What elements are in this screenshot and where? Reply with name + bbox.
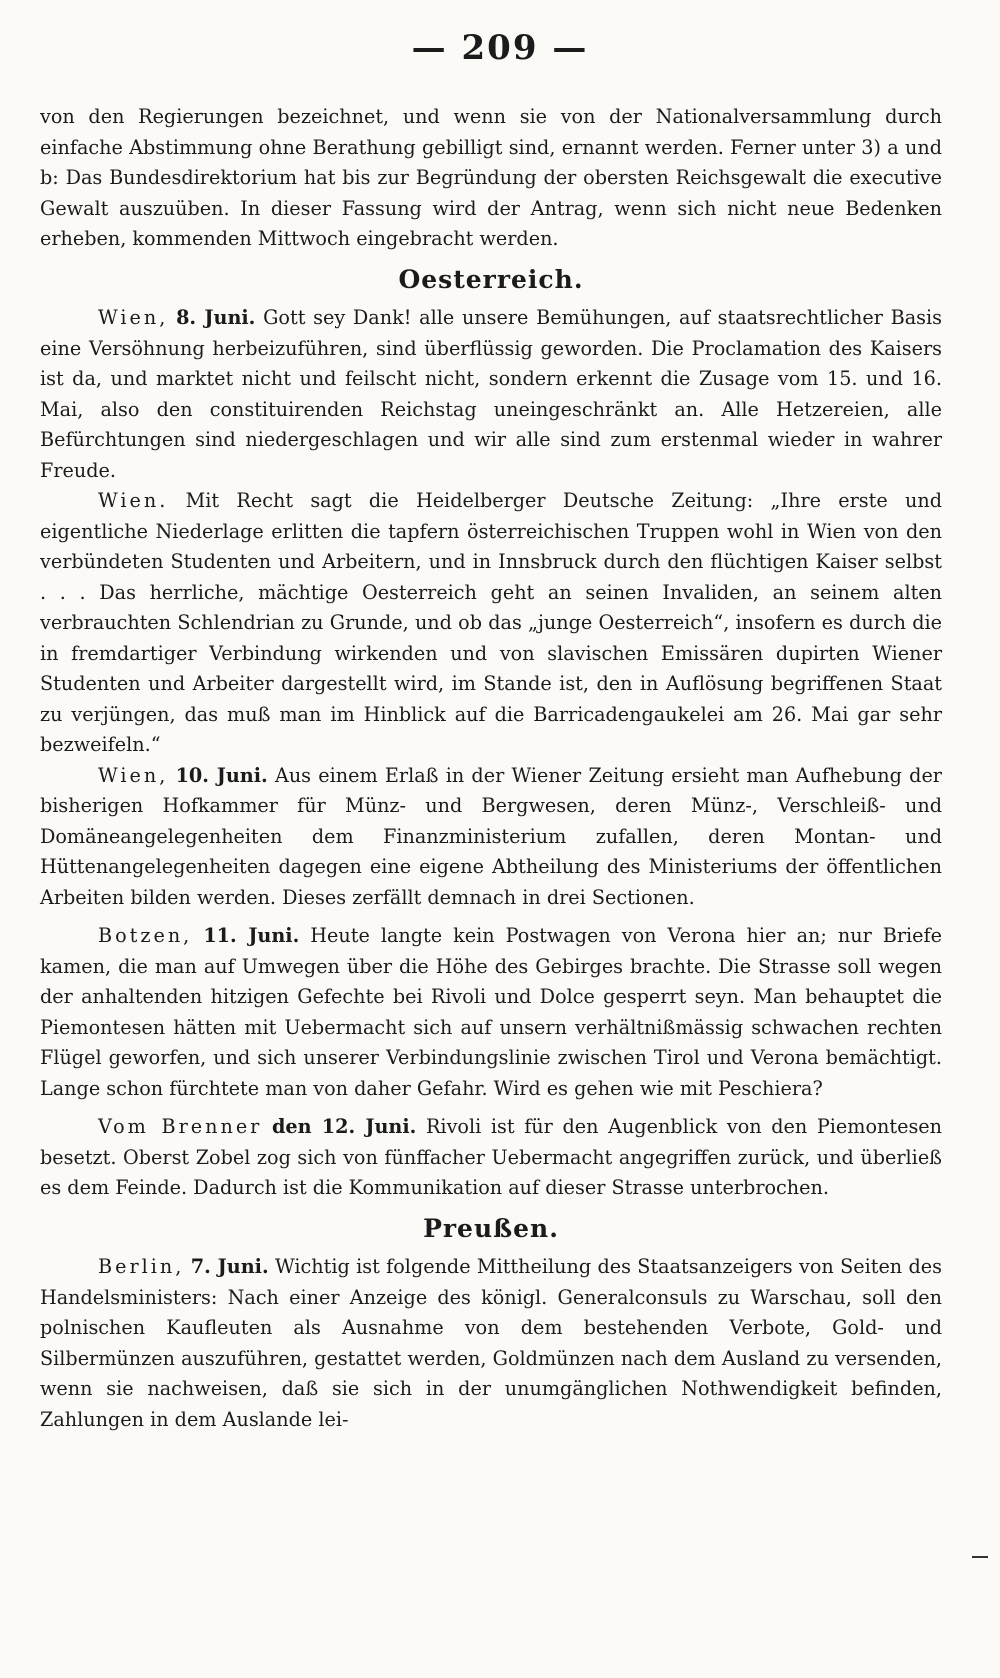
news-entry xyxy=(40,761,942,914)
dateline: Vom Brenner xyxy=(98,1115,263,1138)
entry-text: Wichtig ist folgende Mittheilung des Staatsanzeigers von Seiten des Handelsministers: Nach einer Anzeige des königl. Generalconsuls zu Warschau, soll den polnischen Kaufleuten als Ausnahme von dem bestehenden Verbote, Gold- und Silbermünzen auszuführen, gestattet werden, Goldmünzen nach dem Ausland zu versenden, wenn sie nachweisen, daß sie sich in der unumgänglichen Nothwendigkeit befinden, Zahlungen in dem Auslande lei- xyxy=(40,1255,942,1431)
entry-text: Aus einem Erlaß in der Wiener Zeitung ersieht man Aufhebung der bisherigen Hofkammer für Münz- und Bergwesen, deren Münz-, Verschleiß- und Domäneangelegenheiten dem Finanzministerium zufallen, deren Montan- und Hüttenangelegenheiten dagegen eine eigene Abtheilung des Ministeriums der öffentlichen Arbeiten bilden werden. Dieses zerfällt demnach in drei Sectionen. xyxy=(40,763,942,909)
entry-date: 10. Juni. xyxy=(175,763,268,787)
news-entry xyxy=(40,303,942,486)
dateline: Wien, xyxy=(98,763,169,787)
dateline: Wien. xyxy=(98,489,169,512)
entry-text: Gott sey Dank! alle unsere Bemühungen, auf staatsrechtlicher Basis eine Versöhnung herbeizuführen, sind überflüssig geworden. Die Proclamation des Kaisers ist da, und marktet nicht und feilscht nicht, sondern erkennt die Zusage vom 15. und 16. Mai, also den constituirenden Reichstag uneingeschränkt an. Alle Hetzereien, alle Befürchtungen sind niedergeschlagen und wir alle sind zum erstenmal wieder in wahrer Freude. xyxy=(40,306,942,482)
dateline: Berlin, xyxy=(98,1255,185,1278)
section-heading-oesterreich: Oesterreich. xyxy=(398,264,584,294)
margin-dash xyxy=(972,1556,988,1558)
entry-date: 8. Juni. xyxy=(176,306,256,329)
news-entry xyxy=(40,1112,942,1204)
news-entry xyxy=(40,921,942,1104)
news-entry xyxy=(40,1252,942,1435)
entry-text: Mit Recht sagt die Heidelberger Deutsche Zeitung: „Ihre erste und eigentliche Niederlage erlitten die tapfern österreichischen Truppen wohl in Wien von den verbündeten Studenten und Arbeitern, und in Innsbruck durch den flüchtigen Kaiser selbst . . . Das herrliche, mächtige Oesterreich geht an seinen Invaliden, an seinem alten verbrauchten Schlendrian zu Grunde, und ob das „junge Oesterreich“, insofern es durch die in fremdartiger Verbindung wirkenden und von slavischen Emissären dupirten Wiener Studenten und Arbeiter dargestellt wird, im Stande ist, den in Auflösung begriffenen Staat zu verjüngen, das muß man im Hinblick auf die Barricadengaukelei am 26. Mai gar sehr bezweifeln.“ xyxy=(40,489,942,756)
dateline: Botzen, xyxy=(98,924,193,947)
entry-date: 11. Juni. xyxy=(203,924,300,947)
article-body xyxy=(40,102,942,1435)
dateline: Wien, xyxy=(98,306,169,329)
entry-date: 7. Juni. xyxy=(190,1255,269,1278)
news-entry xyxy=(40,486,942,761)
entry-date: den 12. Juni. xyxy=(272,1115,417,1138)
opening-paragraph: von den Regierungen bezeichnet, und wenn sie von der Nationalversammlung durch einfache Abstimmung ohne Berathung gebilligt sind, ernannt werden. Ferner unter 3) a und b: Das Bundesdirektorium hat bis zur Begründung der obersten Reichsgewalt die executive Gewalt auszuüben. In dieser Fassung wird der Antrag, wenn sich nicht neue Bedenken erheben, kommenden Mittwoch eingebracht werden. xyxy=(40,105,942,250)
entry-text: Heute langte kein Postwagen von Verona hier an; nur Briefe kamen, die man auf Umwegen über die Höhe des Gebirges brachte. Die Strasse soll wegen der anhaltenden hitzigen Gefechte bei Rivoli und Dolce gesperrt seyn. Man behauptet die Piemontesen hätten mit Uebermacht sich auf unsern verhältnißmässig schwachen rechten Flügel geworfen, und sich unserer Verbindungslinie zwischen Tirol und Verona bemächtigt. Lange schon fürchtete man von daher Gefahr. Wird es gehen wie mit Peschiera? xyxy=(40,924,942,1100)
page-number: — 209 — xyxy=(411,28,589,68)
section-heading-preussen: Preußen. xyxy=(423,1213,559,1243)
entry-text: Rivoli ist für den Augenblick von den Piemontesen besetzt. Oberst Zobel zog sich von fünffacher Uebermacht angegriffen zurück, und überließ es dem Feinde. Dadurch ist die Kommunikation auf dieser Strasse unterbrochen. xyxy=(40,1115,943,1199)
